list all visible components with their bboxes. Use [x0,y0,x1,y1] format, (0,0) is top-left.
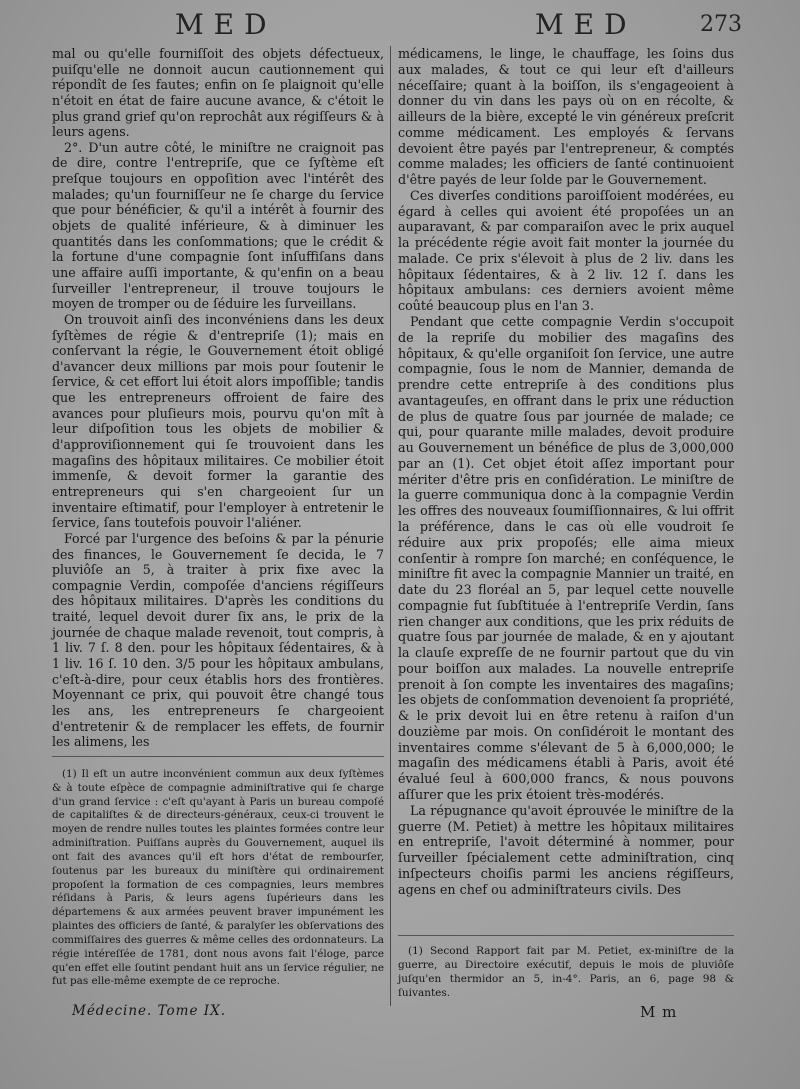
footnote: (1) Second Rapport fait par M. Petiet, ex-miniſtre de la guerre, au Directoire exécutif, depuis le mois de pluviôſe juſqu'en thermidor an 5, in-4°. Paris, an 6, page 98 & ſuivantes. [398,945,734,999]
paragraph: 2°. D'un autre côté, le miniſtre ne craignoit pas de dire, contre l'entrepriſe, que ce ſyſtème eſt preſque toujours en oppoſition avec l'intérêt des malades; qu'un fourniſſeur ne ſe charge du ſervice que pour bénéficier, & qu'il a intérêt à fournir des objets de qualité inférieure, & à diminuer les quantités dans les conſommations; que le crédit & la fortune d'une compagnie ſont inſuffiſans dans une affaire auſſi importante, & qu'enfin on a beau ſurveiller l'entrepreneur, il trouve toujours le moyen de tromper ou de ſéduire les ſurveillans. [52,139,384,312]
footnotes-right [398,944,734,1000]
footnote: (1) Il eſt un autre inconvénient commun aux deux ſyſtèmes & à toute eſpèce de compagnie adminiſtrative qui ſe charge d'un grand ſervice : c'eſt qu'ayant à Paris un bureau compoſé de capitaliſtes & de directeurs-généraux, ceux-ci trouvent le moyen de rendre nulles toutes les plaintes formées contre leur adminiſtration. Puiſſans auprès du Gouvernement, auquel ils ont fait des avances qu'il eſt hors d'état de rembourſer, ſoutenus par les bureaux du miniſtère qui ordinairement propoſent la formation de ces compagnies, leurs membres réſidans à Paris, & leurs agens ſupérieurs dans les départemens & aux armées peuvent braver impunément les plaintes des officiers de ſanté, & paralyſer les obſervations des commiſſaires des guerres & même celles des ordonnateurs. La régie intéreſſée de 1781, dont nous avons fait l'éloge, parce qu'en effet elle ſoutint pendant huit ans un ſervice régulier, ne fut pas elle-même exempte de ce reproche. [52,768,384,988]
paragraph: On trouvoit ainſi des inconvéniens dans les deux ſyſtèmes de régie & d'entrepriſe (1); mais en conſervant la régie, le Gouvernement étoit obligé d'avancer deux millions par mois pour ſoutenir le ſervice, & cet effort lui étoit alors impoſſible; tandis que les entrepreneurs offroient de faire des avances pour pluſieurs mois, pourvu qu'on mît à leur diſpoſition tous les objets de mobilier & d'approviſionnement qui ſe trouvoient dans les magaſins des hôpitaux militaires. Ce mobilier étoit immenſe, & devoit former la garantie des entrepreneurs qui s'en chargeoient ſur un inventaire eſtimatif, pour l'employer à entretenir le ſervice, ſans toutefois pouvoir l'aliéner. [52,311,384,531]
column-divider [390,46,391,1006]
footer-signature: Médecine. Tome IX. [72,1003,226,1019]
footnote-separator-right [398,935,734,936]
page-number: 273 [700,12,742,37]
footer-gathering-mark: M m [640,1003,678,1021]
footnotes-left [52,768,384,989]
running-head-left: MED [175,8,277,41]
paragraph: Forcé par l'urgence des beſoins & par la pénurie des finances, le Gouvernement ſe decida, le 7 pluviôſe an 5, à traiter à prix fixe avec la compagnie Verdin, compoſée d'anciens régiſſeurs des hôpitaux militaires. D'après les conditions du traité, lequel devoit durer ſix ans, le prix de la journée de chaque malade revenoit, tout compris, à 1 liv. 7 ſ. 8 den. pour les hôpitaux ſédentaires, & à 1 liv. 16 ſ. 10 den. 3/5 pour les hôpitaux ambulans, c'eſt-à-dire, pour ceux établis hors des frontières. Moyennant ce prix, qui pouvoit être changé tous les ans, les entrepreneurs ſe chargeoient d'entretenir & de remplacer les effets, de fournir les alimens, les [52,530,384,750]
paragraph: mal ou qu'elle fourniſſoit des objets défectueux, puiſqu'elle ne donnoit aucun cautionnement qui répondît de ſes fautes; enfin on ſe plaignoit qu'elle n'étoit en état de faire aucune avance, & c'étoit le plus grand grief qu'on reprochât aux régiſſeurs & à leurs agens. [52,46,384,140]
right-column [398,46,734,897]
paragraph: médicamens, le linge, le chauffage, les ſoins dus aux malades, & tout ce qui leur eſt d'ailleurs néceſſaire; quant à la boiſſon, ils s'engageoient à donner du vin dans les pays où on en récolte, & ailleurs de la bière, excepté le vin généreux preſcrit comme médicament. Les employés & ſervans devoient être payés par l'entrepreneur, & comptés comme malades; les officiers de ſanté continuoient d'être payés de leur ſolde par le Gouvernement. [398,46,734,188]
footnote-separator-left [52,756,384,757]
paragraph: La répugnance qu'avoit éprouvée le miniſtre de la guerre (M. Petiet) à mettre les hôpitaux militaires en entrepriſe, l'avoit déterminé à nommer, pour ſurveiller ſpécialement cette adminiſtration, cinq inſpecteurs choiſis parmi les anciens régiſſeurs, agens en chef ou adminiſtrateurs civils. Des [398,802,734,897]
paragraph: Pendant que cette compagnie Verdin s'occupoit de la repriſe du mobilier des magaſins des hôpitaux, & qu'elle organiſoit ſon ſervice, une autre compagnie, ſous le nom de Mannier, demanda de prendre cette entrepriſe à des conditions plus avantageuſes, en offrant dans le prix une réduction de plus de quatre ſous par journée de malade; ce qui, pour quarante mille malades, devoit produire au Gouvernement un bénéfice de plus de 3,000,000 par an (1). Cet objet étoit aſſez important pour mériter d'être pris en conſidération. Le miniſtre de la guerre communiqua donc à la compagnie Verdin les offres des nouveaux ſoumiſſionnaires, & lui offrit la préférence, dans le cas où elle voudroit ſe réduire aux prix propoſés; elle aima mieux conſentir à rompre ſon marché; en conſéquence, le miniſtre fit avec la compagnie Mannier un traité, en date du 23 floréal an 5, par lequel cette nouvelle compagnie fut ſubſtituée à l'entrepriſe Verdin, ſans rien changer aux conditions, que les prix réduits de quatre ſous par journée de malade, & en y ajoutant la clauſe expreſſe de ne fournir partout que du vin pour boiſſon aux malades. La nouvelle entrepriſe prenoit à ſon compte les inventaires des magaſins; les objets de conſommation devenoient ſa propriété, & le prix devoit lui en être retenu à raiſon d'un douzième par mois. On conſidéroit le montant des inventaires comme s'élevant de 5 à 6,000,000; le magaſin des médicamens établi à Paris, avoit été évalué ſeul à 600,000 francs, & nous pouvons aſſurer que les prix étoient très-modérés. [398,314,734,802]
left-column [52,46,384,750]
running-header [0,8,800,44]
paragraph: Ces diverſes conditions paroiſſoient modérées, eu égard à celles qui avoient été propoſées un an auparavant, & par comparaiſon avec le prix auquel la précédente régie avoit fait monter la journée du malade. Ce prix s'élevoit à plus de 2 liv. dans les hôpitaux ſédentaires, & à 2 liv. 12 ſ. dans les hôpitaux ambulans: ces derniers avoient même coûté beaucoup plus en l'an 3. [398,187,734,314]
running-head-right: MED [535,8,637,41]
